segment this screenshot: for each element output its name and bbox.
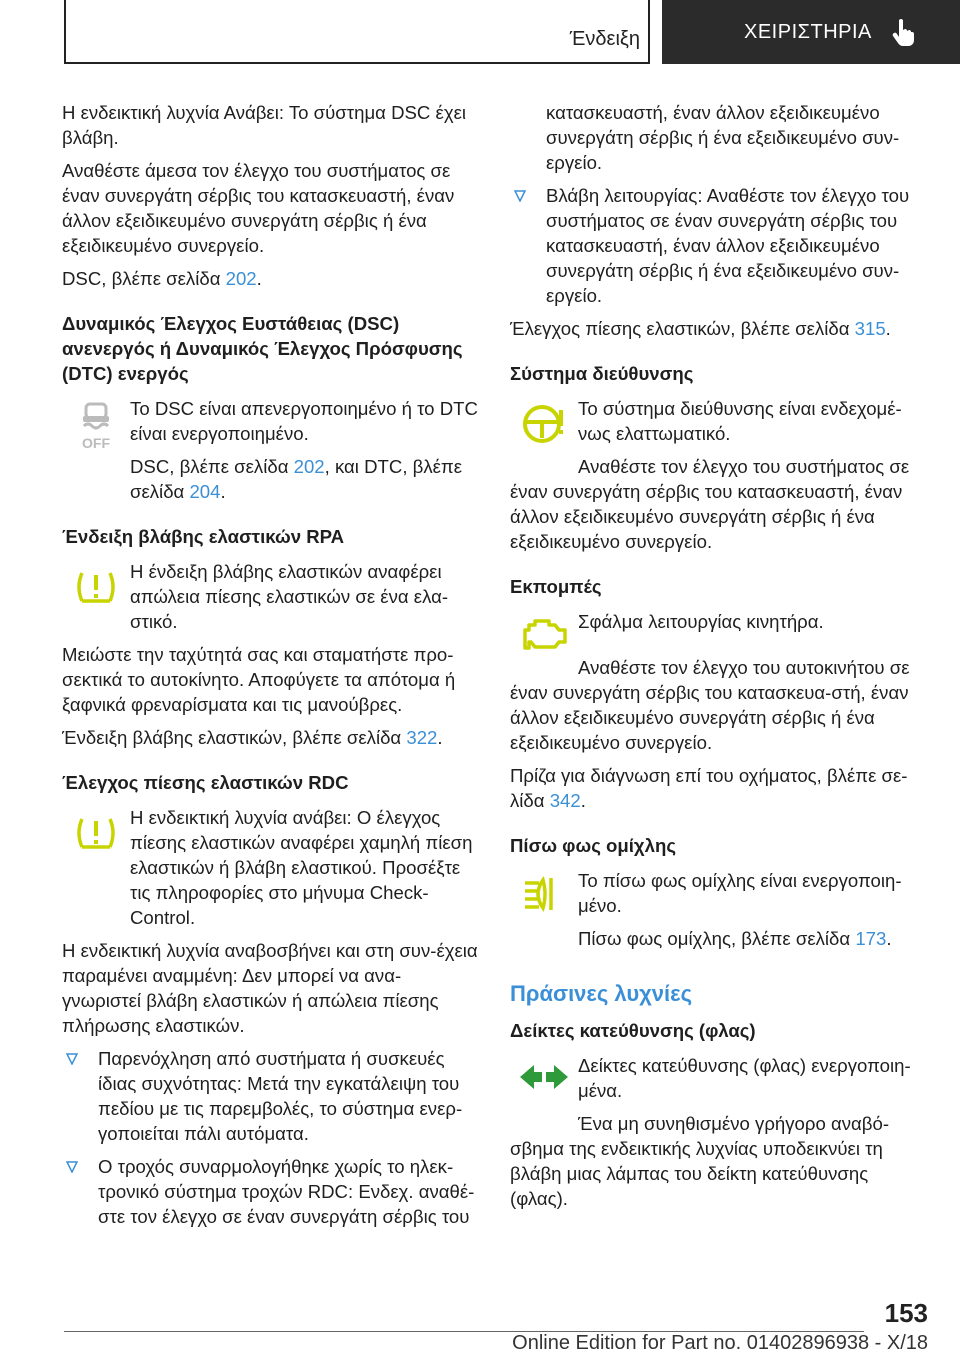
heading-emissions: Εκπομπές: [510, 576, 602, 597]
heading-rear-fog: Πίσω φως ομίχλης: [510, 835, 677, 856]
heading-turn-signals: Δείκτες κατεύθυνσης (φλας): [510, 1020, 756, 1041]
page-link-315[interactable]: 315: [854, 318, 886, 339]
steering-text: Το σύστημα διεύθυνσης είναι ενδεχομέ-νως ελαττωματικό.: [578, 398, 902, 444]
dsc-off-row: [62, 396, 478, 454]
triangle-bullet-icon: [514, 190, 526, 202]
bullet-continuation: κατασκευαστή, έναν άλλον εξειδικευμένο συνεργάτη σέρβις ή ένα εξειδικευμένο συν-εργείο.: [546, 102, 900, 173]
rpa-advice: Μειώστε την ταχύτητά σας και σταματήστε προ-σεκτικά το αυτοκίνητο. Αποφύγετε τα απότομα ή ξαφνικά φρεναρίσματα και τις μανούβρες.: [62, 644, 456, 715]
page-number: 153: [884, 1298, 928, 1328]
emissions-text1: Σφάλμα λειτουργίας κινητήρα.: [578, 611, 824, 632]
rpa-row: [62, 559, 478, 642]
rdc-row: [62, 805, 478, 938]
list-item: [510, 183, 930, 308]
tp-reference-text: Έλεγχος πίεσης ελαστικών, βλέπε σελίδα: [510, 318, 855, 339]
list-item: [62, 1154, 478, 1229]
bullet-text: Παρενόχληση από συστήματα ή συσκευές ίδιας συχνότητας: Μετά την εγκατάλειψη του πεδίου με τις παρεμβολές, το σύστημα ενερ-γοποιείται πάλι αυτόματα.: [98, 1048, 463, 1144]
tire-pressure-reference: Έλεγχος πίεσης ελαστικών, βλέπε σελίδα 315.: [510, 318, 891, 339]
page-link-173[interactable]: 173: [855, 928, 887, 949]
emissions-advice: Αναθέστε τον έλεγχο του αυτοκινήτου σε έναν συνεργάτη σέρβις του κατασκευα-στή, έναν άλλον εξειδικευμένο συνεργάτη σέρβις ή ένα εξειδικευμένο συνεργείο.: [510, 657, 910, 753]
dsc-fault-paragraph: Η ενδεικτική λυχνία Ανάβει: Το σύστημα DSC έχει βλάβη.: [62, 102, 466, 148]
dsc-reference-text: DSC, βλέπε σελίδα: [62, 268, 226, 289]
tire-pressure-warning-icon: [74, 811, 118, 855]
rear-fog-text1: Το πίσω φως ομίχλης είναι ενεργοποιη-μένο.: [578, 870, 902, 916]
dsc-off-text: Το DSC είναι απενεργοποιημένο ή το DTC είναι ενεργοποιημένο.: [130, 398, 478, 444]
steering-advice: Αναθέστε τον έλεγχο του συστήματος σε έναν συνεργάτη σέρβις του κατασκευαστή, έναν άλλον εξειδικευμένο συνεργάτη σέρβις ή ένα εξειδικευμένο συνεργείο.: [510, 456, 910, 552]
dsc-dtc-ref-a: DSC, βλέπε σελίδα: [130, 456, 294, 477]
header-section-label: Ένδειξη: [569, 28, 640, 50]
rdc-blink-paragraph: Η ενδεικτική λυχνία αναβοσβήνει και στη συν-έχεια παραμένει αναμμένη: Δεν μπορεί να ανα-γνωριστεί βλάβη ελαστικών ή απώλεια πίεσης πλήρωσης ελαστικών.: [62, 940, 478, 1036]
svg-text:OFF: OFF: [82, 435, 110, 451]
dsc-service-paragraph: Αναθέστε άμεσα τον έλεγχο του συστήματος σε έναν συνεργάτη σέρβις του κατασκευαστή, έναν άλλον εξειδικευμένο συνεργάτη σέρβις ή ένα εξειδικευμένο συνεργείο.: [62, 160, 455, 256]
steering-row: [510, 396, 930, 454]
page-link-204[interactable]: 204: [189, 481, 221, 502]
turn-signal-advice: Ένα μη συνηθισμένο γρήγορο αναβό-σβημα της ενδεικτικής λυχνίας υποδεικνύει τη βλάβη μιας λάμπας του δείκτη κατεύθυνσης (φλας).: [510, 1113, 890, 1209]
dsc-dtc-reference: DSC, βλέπε σελίδα 202, και DTC, βλέπε σελίδα 204.: [130, 456, 463, 502]
page-link-202b[interactable]: 202: [293, 456, 325, 477]
rdc-bullet-list: [62, 1046, 478, 1229]
triangle-bullet-icon: [66, 1053, 78, 1065]
header-rule-mid: [648, 0, 650, 64]
rear-fog-reference-text: Πίσω φως ομίχλης, βλέπε σελίδα: [578, 928, 856, 949]
emissions-row: [510, 609, 930, 655]
tab-controls[interactable]: [662, 0, 960, 64]
rpa-reference-text: Ένδειξη βλάβης ελαστικών, βλέπε σελίδα: [62, 727, 407, 748]
page-link-322[interactable]: 322: [406, 727, 438, 748]
diagnosis-reference-text: Πρίζα για διάγνωση επί του οχήματος, βλέπε σε-λίδα: [510, 765, 908, 811]
rear-fog-reference: Πίσω φως ομίχλης, βλέπε σελίδα 173.: [578, 928, 892, 949]
steering-fault-icon: [521, 402, 567, 446]
diagnosis-reference: Πρίζα για διάγνωση επί του οχήματος, βλέπε σε-λίδα 342.: [510, 765, 908, 811]
footer-edition: Online Edition for Part no. 01402896938 - X/18: [512, 1332, 928, 1354]
hand-pointer-icon: [890, 17, 916, 47]
rpa-reference: Ένδειξη βλάβης ελαστικών, βλέπε σελίδα 322.: [62, 727, 443, 748]
heading-dsc-off: Δυναμικός Έλεγχος Ευστάθειας (DSC) ανενεργός ή Δυναμικός Έλεγχος Πρόσφυσης (DTC) ενεργός: [62, 313, 463, 384]
rdc-text: Η ενδεικτική λυχνία ανάβει: Ο έλεγχος πίεσης ελαστικών αναφέρει χαμηλή πίεση ελαστικών ή βλάβη ελαστικού. Προσέξτε τις πληροφορίες στο μήνυμα Check-Control.: [130, 807, 473, 928]
header-rule-bottom: [64, 62, 650, 64]
dsc-dtc-ref-b: , και DTC, βλέπε σελίδα: [130, 456, 463, 502]
tire-pressure-warning-icon: [74, 565, 118, 609]
page-link-342[interactable]: 342: [549, 790, 581, 811]
heading-steering: Σύστημα διεύθυνσης: [510, 363, 694, 384]
tab-controls-label: ΧΕΙΡΙΣΤΗΡΙΑ: [744, 20, 872, 43]
heading-green-lights: Πράσινες λυχνίες: [510, 981, 693, 1006]
bullet-text: Βλάβη λειτουργίας: Αναθέστε τον έλεγχο του συστήματος σε έναν συνεργάτη σέρβις του κατασκευαστή, έναν άλλον εξειδικευμένο συνεργάτη σέρβις ή ένα εξειδικευμένο συν-εργείο.: [546, 185, 910, 306]
rdc-bullet-list-continued: [510, 100, 930, 308]
triangle-bullet-icon: [66, 1161, 78, 1173]
list-item: [510, 100, 930, 175]
dsc-off-warning-icon: [78, 402, 114, 452]
list-item: [62, 1046, 478, 1146]
rpa-text: Η ένδειξη βλάβης ελαστικών αναφέρει απώλεια πίεσης ελαστικών σε ένα ελα-στικό.: [130, 561, 449, 632]
turn-signal-row: [510, 1053, 930, 1111]
heading-rdc: Έλεγχος πίεσης ελαστικών RDC: [62, 772, 349, 793]
turn-signal-icon: [518, 1059, 570, 1095]
right-column: [510, 100, 930, 1219]
left-column: [62, 100, 478, 1237]
rear-fog-row: [510, 868, 930, 959]
header-rule-left: [64, 0, 66, 64]
engine-check-icon: [519, 615, 569, 655]
page-link-202[interactable]: 202: [225, 268, 257, 289]
bullet-text: Ο τροχός συναρμολογήθηκε χωρίς το ηλεκ-τρονικό σύστημα τροχών RDC: Ενδεχ. αναθέ-στε τον έλεγχο σε έναν συνεργάτη σέρβις του: [98, 1156, 475, 1227]
heading-rpa: Ένδειξη βλάβης ελαστικών RPA: [62, 526, 345, 547]
dsc-reference: DSC, βλέπε σελίδα 202.: [62, 268, 262, 289]
turn-signal-text1: Δείκτες κατεύθυνσης (φλας) ενεργοποιη-μένα.: [578, 1055, 911, 1101]
rear-fog-light-icon: [523, 874, 565, 914]
